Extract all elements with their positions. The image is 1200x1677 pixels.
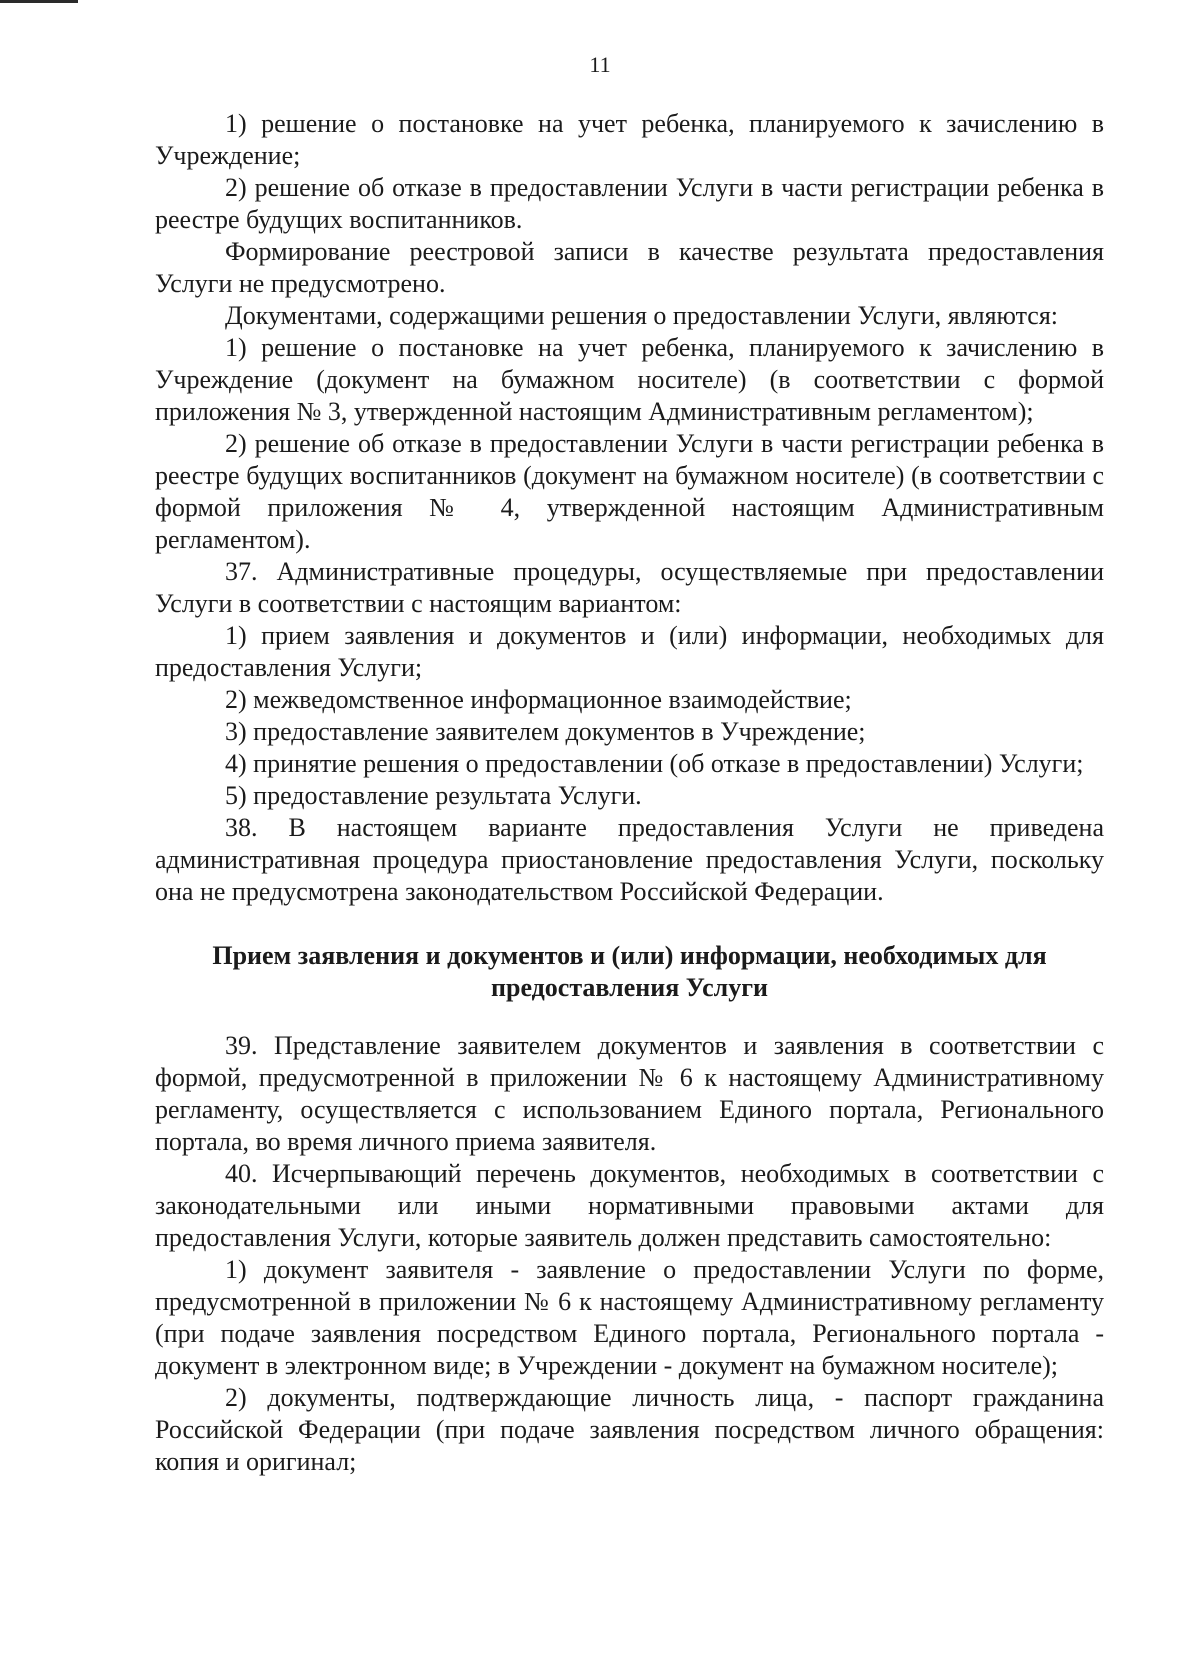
paragraph-applicant-document: 1) документ заявителя - заявление о предоставлении Услуги по форме, предусмотренной в приложении № 6 к настоящему Административному регламенту (при подаче заявления посредством Единого портала, Регионального портала - документ в электронном виде; в Учреждении - документ на бумажном носителе); (155, 1255, 1104, 1380)
paragraph-39-submission: 39. Представление заявителем документов и заявления в соответствии с формой, предусмотренной в приложении № 6 к настоящему Административному регламенту, осуществляется с использованием Единого портала, Регионального портала, во время личного приема заявителя. (155, 1031, 1104, 1156)
paragraph-38-suspension: 38. В настоящем варианте предоставления Услуги не приведена административная процедура приостановление предоставления Услуги, поскольку она не предусмотрена законодательством Российской Федерации. (155, 813, 1104, 906)
paragraph-document-refusal: 2) решение об отказе в предоставлении Услуги в части регистрации ребенка в реестре будущих воспитанников (документ на бумажном носителе) (в соответствии с формой приложения № 4, утвержденной настоящим Административным регламентом). (155, 429, 1104, 554)
scan-corner-mark (0, 0, 78, 3)
paragraph-procedure-3: 3) предоставление заявителем документов в Учреждение; (225, 717, 866, 746)
paragraph-procedure-4: 4) принятие решения о предоставлении (об отказе в предоставлении) Услуги; (225, 749, 1084, 778)
paragraph-procedure-1: 1) прием заявления и документов и (или) информации, необходимых для предоставления Услуги; (155, 621, 1104, 682)
document-body (155, 108, 1104, 1478)
paragraph-documents-intro: Документами, содержащими решения о предоставлении Услуги, являются: (225, 301, 1059, 330)
paragraph-37-procedures: 37. Административные процедуры, осуществляемые при предоставлении Услуги в соответствии с настоящим вариантом: (155, 557, 1104, 618)
paragraph-decision-registration: 1) решение о постановке на учет ребенка, планируемого к зачислению в Учреждение; (155, 109, 1104, 170)
paragraph-identity-documents: 2) документы, подтверждающие личность лица, - паспорт гражданина Российской Федерации (при подаче заявления посредством личного обращения: копия и оригинал; (155, 1383, 1104, 1476)
page-number: 11 (589, 52, 611, 77)
section-heading: Прием заявления и документов и (или) информации, необходимых для предоставления Услуги (212, 941, 1047, 1002)
paragraph-decision-refusal: 2) решение об отказе в предоставлении Услуги в части регистрации ребенка в реестре будущих воспитанников. (155, 173, 1104, 234)
paragraph-registry-record: Формирование реестровой записи в качестве результата предоставления Услуги не предусмотрено. (155, 237, 1104, 298)
paragraph-procedure-5: 5) предоставление результата Услуги. (225, 781, 642, 810)
paragraph-procedure-2: 2) межведомственное информационное взаимодействие; (225, 685, 852, 714)
paragraph-document-registration: 1) решение о постановке на учет ребенка, планируемого к зачислению в Учреждение (документ на бумажном носителе) (в соответствии с формой приложения № 3, утвержденной настоящим Административным регламентом); (155, 333, 1104, 426)
paragraph-40-document-list: 40. Исчерпывающий перечень документов, необходимых в соответствии с законодательными или иными нормативными правовыми актами для предоставления Услуги, которые заявитель должен представить самостоятельно: (155, 1159, 1104, 1252)
